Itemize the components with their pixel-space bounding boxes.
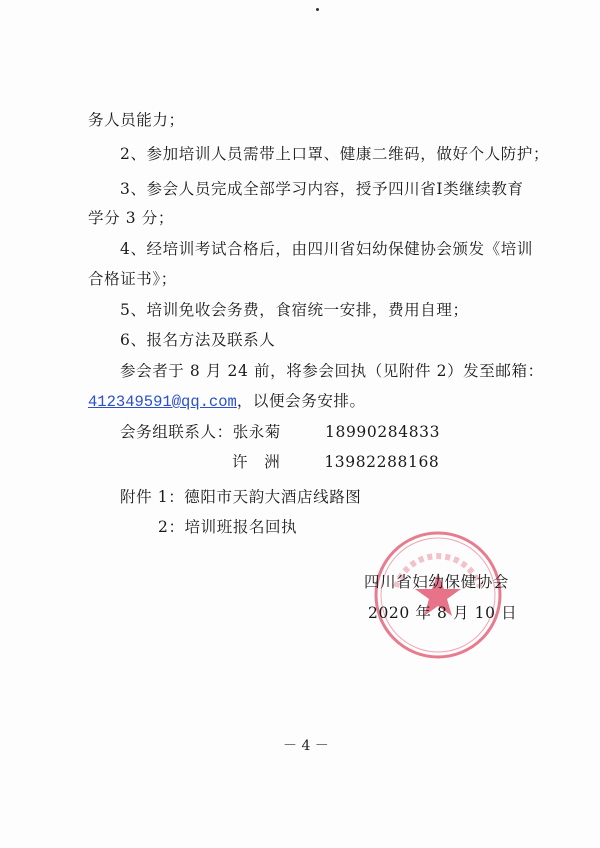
text-line-8: 6、报名方法及联系人 — [120, 331, 276, 349]
email-suffix: ，以便会务安排。 — [236, 392, 366, 410]
contact-row-1 — [120, 420, 440, 442]
contact-name-2: 许 洲 — [232, 453, 281, 471]
text-line-3: 3、参会人员完成全部学习内容，授予四川省Ⅰ类继续教育 — [120, 180, 524, 198]
email-line — [88, 389, 366, 411]
text-line-7: 5、培训免收会务费，食宿统一安排，费用自理； — [120, 301, 469, 319]
signature-org: 四川省妇幼保健协会 — [364, 573, 509, 591]
attachment-1: 附件 1：德阳市天韵大酒店线路图 — [120, 488, 362, 506]
email-link[interactable]: 412349591@qq.com — [88, 393, 237, 411]
text-line-6: 合格证书》； — [88, 270, 177, 288]
signature-date: 2020 年 8 月 10 日 — [368, 604, 518, 622]
text-line-1: 务人员能力； — [88, 111, 185, 129]
scan-dot — [316, 8, 319, 11]
text-line-2: 2、参加培训人员需带上口罩、健康二维码，做好个人防护； — [120, 145, 550, 163]
attachment-2: 2：培训班报名回执 — [158, 518, 298, 536]
text-line-9: 参会者于 8 月 24 前，将参会回执（见附件 2）发至邮箱： — [120, 362, 544, 380]
contact-name-1: 张永菊 — [232, 423, 282, 441]
contact-row-2 — [232, 450, 439, 472]
contact-phone-1: 18990284833 — [325, 423, 441, 441]
text-line-5: 4、经培训考试合格后，由四川省妇幼保健协会颁发《培训 — [120, 240, 533, 258]
official-seal-icon — [368, 525, 508, 665]
contact-label: 会务组联系人： — [120, 423, 233, 441]
contact-phone-2: 13982288168 — [324, 453, 440, 471]
text-line-4: 学分 3 分； — [88, 209, 174, 227]
page-number: － 4 － — [283, 738, 329, 754]
